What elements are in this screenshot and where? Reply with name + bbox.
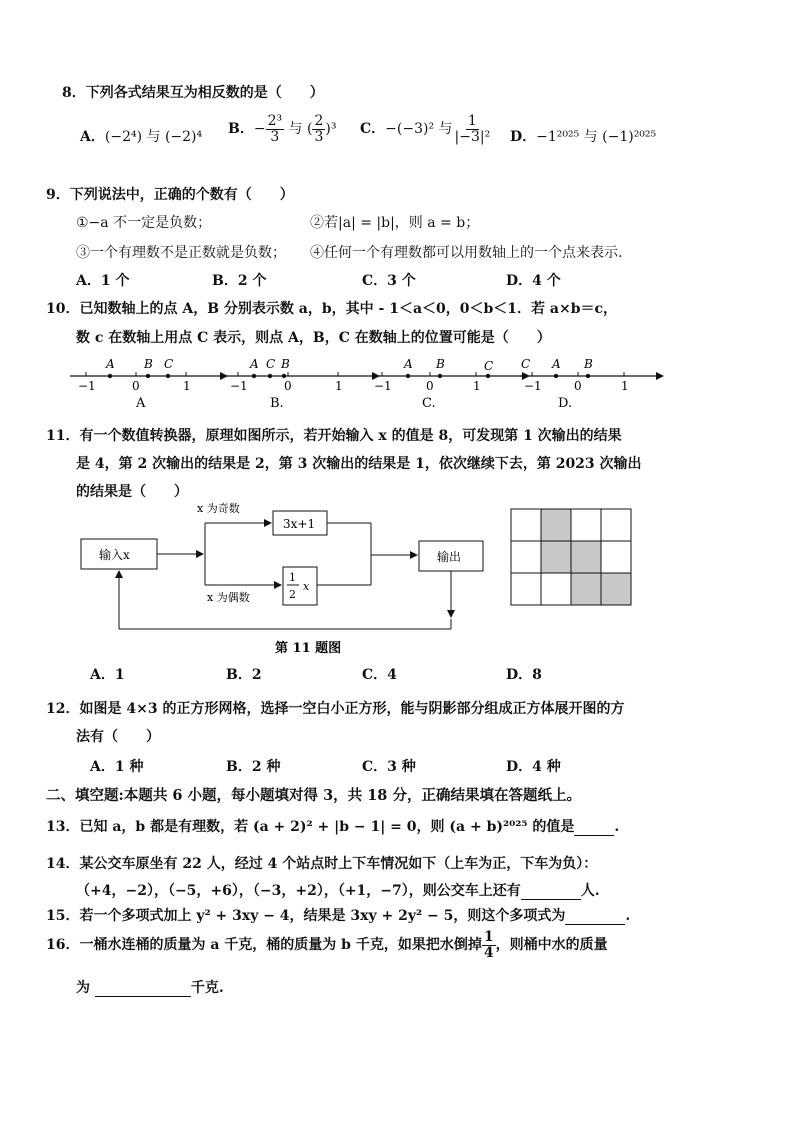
q12-option-a: A．1 种: [90, 759, 144, 775]
q9-stem: 9．下列说法中，正确的个数有（ ）: [46, 187, 294, 203]
q8-b-fraction2: $\frac{2}{3}$: [314, 113, 324, 145]
point-label: C: [266, 357, 276, 371]
q13: 13．已知 a，b 都是有理数，若 (a + 2)² + |b − 1| = 0，则 (a + b)²⁰²⁵ 的值是 .: [46, 819, 620, 835]
point-label: B: [144, 357, 153, 371]
q8-option-d: D．−1²⁰²⁵ 与 (−1)²⁰²⁵: [510, 129, 657, 145]
tick-minus-1: −1: [230, 379, 248, 393]
point-label: C: [484, 359, 494, 373]
q10-line2: 数 c 在数轴上用点 C 表示，则点 A，B，C 在数轴上的位置可能是（ ）: [76, 330, 551, 346]
q16-line2: 为 千克.: [76, 980, 224, 996]
q8-option-c: C．−(−3)² 与 $\frac{1}{\text{|−3|²}}$: [360, 113, 491, 145]
point-label: B: [584, 357, 593, 371]
q9-option-c: C．3 个: [362, 273, 416, 289]
option-label: D.: [558, 396, 573, 411]
q8-c-fraction: $\frac{1}{\text{|−3|²}}$: [454, 113, 491, 145]
number-line-option-a: [70, 357, 228, 411]
q16-line1: 16．一桶水连桶的质量为 a 千克，桶的质量为 b 千克，如果把水倒掉 $\frac{1}{4}$ ，则桶中水的质量: [46, 929, 608, 961]
tick-minus-1: −1: [78, 379, 96, 393]
q16-fraction: $\frac{1}{4}$: [483, 929, 494, 961]
option-label: C.: [422, 396, 436, 411]
even-branch-label: x 为偶数: [207, 591, 250, 604]
grid-cell-blank: [511, 573, 541, 605]
grid-cell-blank: [571, 509, 601, 541]
q12-option-c: C．3 种: [362, 759, 416, 775]
q14-line2: （+4，−2），（−5，+6），（−3，+2），（+1，−7），则公交车上还有 人.: [76, 883, 600, 899]
tick-0: 0: [132, 379, 140, 393]
section-2-heading: 二、填空题:本题共 6 小题，每小题填对得 3，共 18 分，正确结果填在答题纸上。: [46, 787, 581, 804]
q9-option-b: B．2 个: [212, 273, 267, 289]
q12-option-d: D．4 种: [506, 759, 561, 775]
q11-option-d: D．8: [506, 667, 542, 683]
q11-converter-diagram: [75, 495, 495, 657]
even-variable: x: [303, 580, 310, 593]
even-denominator: 2: [289, 588, 296, 601]
odd-branch-label: x 为奇数: [197, 502, 240, 515]
q9-option-d: D．4 个: [506, 273, 561, 289]
q14-line1: 14．某公交车原坐有 22 人，经过 4 个站点时上下车情况如下（上车为正，下车为负）：: [46, 856, 598, 872]
tick-1: 1: [621, 379, 629, 393]
odd-expression: 3x+1: [283, 517, 316, 531]
q8-stem: 8．下列各式结果互为相反数的是（ ）: [62, 85, 324, 101]
q11-line1: 11．有一个数值转换器，原理如图所示，若开始输入 x 的值是 8，可发现第 1 次输出的结果: [46, 428, 622, 444]
q16-answer-blank[interactable]: [95, 980, 191, 997]
point-label: A: [250, 357, 259, 371]
q11-option-a: A．1: [90, 667, 125, 683]
tick-minus-1: −1: [524, 379, 542, 393]
figure-caption: 第 11 题图: [275, 641, 342, 656]
point-label: B: [436, 357, 445, 371]
option-label: A: [136, 396, 146, 411]
tick-1: 1: [473, 379, 481, 393]
grid-cell-blank: [511, 509, 541, 541]
point-label: A: [552, 357, 561, 371]
point-label: A: [404, 357, 413, 371]
q15-answer-blank[interactable]: [565, 908, 625, 925]
grid-cell-blank: [511, 541, 541, 573]
q9-statement-4: ④任何一个有理数都可以用数轴上的一个点来表示.: [310, 245, 623, 261]
q12-option-b: B．2 种: [226, 759, 281, 775]
q15: 15．若一个多项式加上 y² + 3xy − 4，结果是 3xy + 2y² − 5，则这个多项式为 .: [46, 908, 631, 924]
q9-statement-3: ③一个有理数不是正数就是负数；: [76, 245, 286, 261]
input-box-label: 输入x: [99, 548, 130, 562]
tick-minus-1: −1: [374, 379, 392, 393]
q11-line2: 是 4，第 2 次输出的结果是 2，第 3 次输出的结果是 1，依次继续下去，第 2023 次输出: [76, 456, 642, 472]
q12-line1: 12．如图是 4×3 的正方形网格，选择一空白小正方形，能与阴影部分组成正方体展开图的方: [46, 701, 625, 717]
point-label: C: [164, 357, 174, 371]
q9-statement-1: ①−a 不一定是负数；: [76, 215, 212, 231]
tick-0: 0: [426, 379, 434, 393]
grid-cell-shaded: [541, 541, 571, 573]
q9-statement-2: ②若|a| = |b|，则 a = b；: [310, 215, 480, 231]
q14-answer-blank[interactable]: [521, 883, 581, 900]
q8-option-b: B．− $\frac{\text{2³}}{3}$ 与 ( $\frac{2}{3}$ )³: [228, 113, 337, 145]
q10-line1: 10．已知数轴上的点 A，B 分别表示数 a，b，其中 - 1＜a＜0，0＜b＜1．若 a×b＝c，: [46, 301, 618, 317]
q13-answer-blank[interactable]: [574, 819, 614, 836]
point-label: C: [521, 357, 531, 371]
tick-1: 1: [335, 379, 343, 393]
number-line-option-b: [222, 357, 380, 411]
grid-cell-shaded: [541, 509, 571, 541]
tick-1: 1: [183, 379, 191, 393]
grid-cell-shaded: [571, 573, 601, 605]
q12-line2: 法有（ ）: [76, 729, 160, 745]
output-box-label: 输出: [437, 550, 462, 564]
tick-0: 0: [284, 379, 292, 393]
tick-0: 0: [574, 379, 582, 393]
grid-cell-blank: [541, 573, 571, 605]
q11-line3: 的结果是（ ）: [76, 484, 188, 500]
q11-option-b: B．2: [226, 667, 262, 683]
q10-number-lines: [60, 348, 670, 414]
number-line-option-d: [520, 357, 664, 411]
grid-cell-shaded: [571, 541, 601, 573]
grid-cell-shaded: [601, 573, 631, 605]
grid-cell-blank: [601, 509, 631, 541]
q8-b-fraction: $\frac{\text{2³}}{3}$: [267, 113, 283, 145]
q11-option-c: C．4: [362, 667, 397, 683]
option-label: B.: [270, 396, 284, 411]
number-line-option-c: [372, 357, 530, 411]
q12-grid-figure: [510, 508, 636, 608]
point-label: A: [106, 357, 115, 371]
even-numerator: 1: [289, 571, 296, 584]
point-label: B: [281, 357, 290, 371]
grid-cell-blank: [601, 541, 631, 573]
q9-option-a: A．1 个: [76, 273, 130, 289]
q8-option-a: A．(−2⁴) 与 (−2)⁴: [80, 129, 203, 145]
